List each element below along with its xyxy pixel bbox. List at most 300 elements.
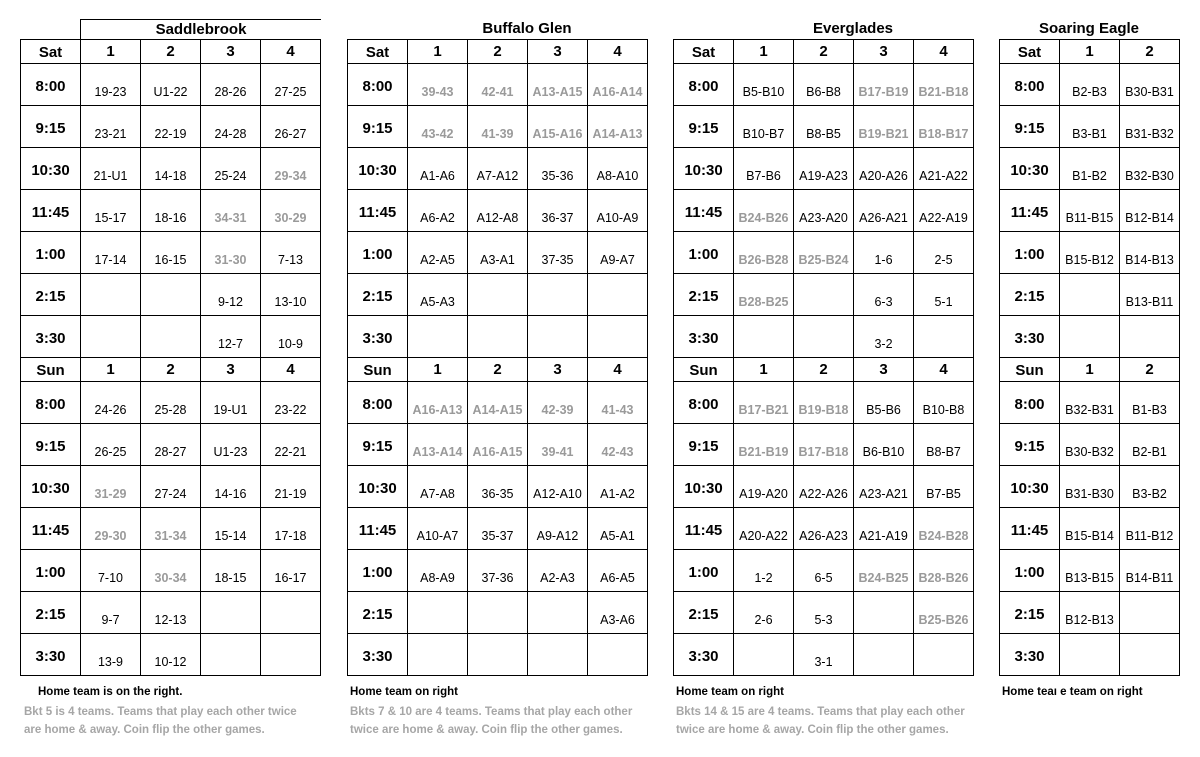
field-number: 1 [81,358,141,382]
time-slot-row [674,592,974,634]
game-cell: B8-B7 [914,424,974,466]
time-slot-row [1000,634,1180,676]
game-cell: A23-A21 [854,466,914,508]
game-cell: 7-13 [261,232,321,274]
time-label: 2:15 [674,592,734,634]
time-slot-row [674,508,974,550]
time-slot-row [1000,466,1180,508]
time-slot-row [1000,190,1180,232]
game-cell: A7-A8 [408,466,468,508]
game-cell: B31-B30 [1060,466,1120,508]
game-cell: 3-1 [794,634,854,676]
day-label: Sat [348,40,408,64]
field-number: 3 [201,40,261,64]
game-cell: B5-B6 [854,382,914,424]
game-cell [588,316,648,358]
game-cell: A20-A22 [734,508,794,550]
game-cell: A9-A7 [588,232,648,274]
time-slot-row [674,316,974,358]
game-cell: 25-24 [201,148,261,190]
time-label: 10:30 [1000,148,1060,190]
game-cell [914,316,974,358]
bracket-note: Bkt 5 is 4 teams. Teams that play each other twice are home & away. Coin flip the other games. [24,706,297,736]
game-cell: 14-18 [141,148,201,190]
time-slot-row [21,592,321,634]
time-label: 2:15 [1000,274,1060,316]
game-cell: 28-27 [141,424,201,466]
game-cell: B2-B3 [1060,64,1120,106]
game-cell: B13-B11 [1120,274,1180,316]
game-cell [408,592,468,634]
day-label: Sun [1000,358,1060,382]
game-cell: A3-A6 [588,592,648,634]
day-header-row [1000,358,1180,382]
game-cell: 25-28 [141,382,201,424]
game-cell: 1-2 [734,550,794,592]
game-cell: B8-B5 [794,106,854,148]
game-cell: A8-A10 [588,148,648,190]
game-cell: B21-B18 [914,64,974,106]
game-cell: B30-B31 [1120,64,1180,106]
game-cell [528,634,588,676]
time-label: 8:00 [348,382,408,424]
schedule-table [673,39,974,676]
time-slot-row [348,634,648,676]
day-label: Sun [348,358,408,382]
game-cell: 10-9 [261,316,321,358]
day-label: Sun [674,358,734,382]
day-header-row [21,40,321,64]
game-cell: 31-30 [201,232,261,274]
game-cell: A6-A2 [408,190,468,232]
field-number: 1 [734,358,794,382]
field-number: 3 [528,358,588,382]
game-cell: 41-39 [468,106,528,148]
game-cell: 24-26 [81,382,141,424]
time-slot-row [1000,508,1180,550]
time-slot-row [1000,106,1180,148]
game-cell: A2-A5 [408,232,468,274]
time-slot-row [674,382,974,424]
field-number: 4 [261,40,321,64]
game-cell: B3-B1 [1060,106,1120,148]
game-cell: A12-A8 [468,190,528,232]
game-cell: B26-B28 [734,232,794,274]
game-cell: B24-B25 [854,550,914,592]
time-slot-row [1000,148,1180,190]
game-cell: A19-A20 [734,466,794,508]
game-cell: A22-A19 [914,190,974,232]
field-number: 4 [588,40,648,64]
time-slot-row [1000,232,1180,274]
field-number: 2 [468,40,528,64]
game-cell: A15-A16 [528,106,588,148]
game-cell: 39-43 [408,64,468,106]
game-cell: B1-B3 [1120,382,1180,424]
game-cell: 12-7 [201,316,261,358]
game-cell: 15-17 [81,190,141,232]
game-cell: 7-10 [81,550,141,592]
game-cell [261,592,321,634]
game-cell: A21-A22 [914,148,974,190]
field-number: 4 [914,40,974,64]
game-cell: 5-3 [794,592,854,634]
time-label: 3:30 [348,634,408,676]
game-cell: A26-A21 [854,190,914,232]
time-slot-row [348,64,648,106]
game-cell [528,592,588,634]
time-slot-row [674,550,974,592]
game-cell: 34-31 [201,190,261,232]
game-cell: B28-B25 [734,274,794,316]
game-cell: A16-A15 [468,424,528,466]
time-slot-row [21,106,321,148]
game-cell [528,274,588,316]
game-cell [588,274,648,316]
time-slot-row [1000,382,1180,424]
time-label: 1:00 [348,232,408,274]
time-slot-row [348,232,648,274]
time-label: 11:45 [674,190,734,232]
game-cell: U1-22 [141,64,201,106]
game-cell: B15-B12 [1060,232,1120,274]
game-cell [141,316,201,358]
game-cell [734,316,794,358]
time-label: 2:15 [348,274,408,316]
game-cell: 2-6 [734,592,794,634]
game-cell [734,634,794,676]
game-cell: 29-34 [261,148,321,190]
game-cell: B12-B14 [1120,190,1180,232]
game-cell: B31-B32 [1120,106,1180,148]
game-cell: B7-B5 [914,466,974,508]
time-slot-row [348,148,648,190]
game-cell: B30-B32 [1060,424,1120,466]
game-cell: 16-17 [261,550,321,592]
game-cell: 13-10 [261,274,321,316]
time-slot-row [674,424,974,466]
game-cell [408,634,468,676]
time-slot-row [1000,274,1180,316]
time-slot-row [348,508,648,550]
field-number: 3 [854,40,914,64]
time-label: 2:15 [348,592,408,634]
day-header-row [674,358,974,382]
time-label: 10:30 [1000,466,1060,508]
game-cell: A22-A26 [794,466,854,508]
time-label: 1:00 [674,232,734,274]
game-cell: 9-12 [201,274,261,316]
time-slot-row [1000,424,1180,466]
game-cell: 23-21 [81,106,141,148]
game-cell [854,592,914,634]
time-slot-row [21,382,321,424]
game-cell: B24-B28 [914,508,974,550]
game-cell: A10-A9 [588,190,648,232]
field-number: 2 [141,40,201,64]
time-slot-row [21,508,321,550]
field-number: 1 [81,40,141,64]
game-cell: 36-37 [528,190,588,232]
game-cell [141,274,201,316]
game-cell: U1-23 [201,424,261,466]
field-number: 1 [1060,40,1120,64]
game-cell: 42-39 [528,382,588,424]
venue-title: Soaring Eagle [1038,20,1140,37]
venue-title: Saddlebrook [80,19,321,40]
time-label: 1:00 [1000,232,1060,274]
game-cell: 27-25 [261,64,321,106]
game-cell: B25-B24 [794,232,854,274]
game-cell: 36-35 [468,466,528,508]
field-number: 1 [734,40,794,64]
game-cell: A12-A10 [528,466,588,508]
game-cell: B6-B8 [794,64,854,106]
game-cell [1120,316,1180,358]
time-label: 9:15 [21,424,81,466]
day-label: Sat [21,40,81,64]
field-number: 3 [854,358,914,382]
time-slot-row [674,274,974,316]
time-label: 10:30 [674,148,734,190]
time-label: 3:30 [1000,634,1060,676]
time-slot-row [21,190,321,232]
time-label: 11:45 [21,508,81,550]
time-label: 3:30 [674,634,734,676]
time-slot-row [21,148,321,190]
game-cell: A2-A3 [528,550,588,592]
game-cell: 41-43 [588,382,648,424]
game-cell [81,274,141,316]
time-label: 9:15 [1000,106,1060,148]
game-cell: B17-B19 [854,64,914,106]
game-cell: B5-B10 [734,64,794,106]
game-cell: 9-7 [81,592,141,634]
game-cell: 6-5 [794,550,854,592]
time-label: 10:30 [348,466,408,508]
game-cell: 10-12 [141,634,201,676]
game-cell: A8-A9 [408,550,468,592]
game-cell: B32-B31 [1060,382,1120,424]
day-label: Sat [1000,40,1060,64]
game-cell: 22-21 [261,424,321,466]
game-cell [468,634,528,676]
time-slot-row [674,232,974,274]
time-slot-row [674,148,974,190]
time-label: 9:15 [674,106,734,148]
game-cell: B24-B26 [734,190,794,232]
game-cell: 35-37 [468,508,528,550]
game-cell: 30-29 [261,190,321,232]
game-cell [468,274,528,316]
field-number: 3 [528,40,588,64]
game-cell: A20-A26 [854,148,914,190]
day-header-row [674,40,974,64]
time-label: 3:30 [348,316,408,358]
game-cell: B10-B8 [914,382,974,424]
game-cell: A14-A13 [588,106,648,148]
game-cell: B25-B26 [914,592,974,634]
field-number: 2 [1120,358,1180,382]
game-cell [914,634,974,676]
game-cell: B18-B17 [914,106,974,148]
time-slot-row [674,190,974,232]
game-cell: B19-B21 [854,106,914,148]
time-label: 11:45 [348,508,408,550]
venue-title: Everglades [812,20,894,37]
day-label: Sat [674,40,734,64]
game-cell: A9-A12 [528,508,588,550]
time-slot-row [348,190,648,232]
game-cell: 17-14 [81,232,141,274]
game-cell [468,592,528,634]
schedule-table [999,39,1180,676]
time-label: 2:15 [674,274,734,316]
time-label: 3:30 [674,316,734,358]
time-slot-row [674,106,974,148]
time-label: 10:30 [21,148,81,190]
game-cell: A16-A14 [588,64,648,106]
game-cell: 24-28 [201,106,261,148]
game-cell [1120,634,1180,676]
game-cell: 21-19 [261,466,321,508]
game-cell: 17-18 [261,508,321,550]
time-slot-row [1000,550,1180,592]
game-cell: B13-B15 [1060,550,1120,592]
game-cell: 42-43 [588,424,648,466]
game-cell: B19-B18 [794,382,854,424]
game-cell: 30-34 [141,550,201,592]
game-cell: 31-29 [81,466,141,508]
time-label: 11:45 [1000,190,1060,232]
time-label: 1:00 [674,550,734,592]
day-header-row [348,358,648,382]
game-cell: B11-B15 [1060,190,1120,232]
home-team-note: Home teaı e team on right [1002,686,1143,698]
time-label: 2:15 [21,274,81,316]
game-cell: A26-A23 [794,508,854,550]
time-slot-row [1000,64,1180,106]
game-cell: B14-B11 [1120,550,1180,592]
schedule-table [20,39,321,676]
game-cell: B17-B21 [734,382,794,424]
game-cell [1060,316,1120,358]
time-label: 8:00 [348,64,408,106]
game-cell: A5-A3 [408,274,468,316]
time-label: 3:30 [21,634,81,676]
game-cell: 23-22 [261,382,321,424]
bracket-note: Bkts 14 & 15 are 4 teams. Teams that play each other twice are home & away. Coin flip the other games. [676,706,965,736]
game-cell: 29-30 [81,508,141,550]
game-cell: 43-42 [408,106,468,148]
time-label: 10:30 [674,466,734,508]
game-cell: B14-B13 [1120,232,1180,274]
game-cell [1060,274,1120,316]
time-slot-row [348,316,648,358]
time-label: 1:00 [21,550,81,592]
time-slot-row [348,274,648,316]
schedule-table [347,39,648,676]
field-number: 2 [794,358,854,382]
game-cell: 18-15 [201,550,261,592]
time-slot-row [21,424,321,466]
time-slot-row [21,64,321,106]
field-number: 2 [794,40,854,64]
game-cell: A16-A13 [408,382,468,424]
game-cell: B3-B2 [1120,466,1180,508]
time-slot-row [21,232,321,274]
game-cell: B2-B1 [1120,424,1180,466]
game-cell: A13-A15 [528,64,588,106]
time-label: 1:00 [1000,550,1060,592]
time-label: 3:30 [1000,316,1060,358]
time-slot-row [674,64,974,106]
game-cell [468,316,528,358]
game-cell: B15-B14 [1060,508,1120,550]
game-cell: 14-16 [201,466,261,508]
game-cell: 19-23 [81,64,141,106]
game-cell: 5-1 [914,274,974,316]
game-cell: A13-A14 [408,424,468,466]
time-label: 2:15 [1000,592,1060,634]
time-label: 9:15 [348,106,408,148]
game-cell: 22-19 [141,106,201,148]
game-cell: B32-B30 [1120,148,1180,190]
game-cell: 16-15 [141,232,201,274]
time-slot-row [21,634,321,676]
game-cell: 26-27 [261,106,321,148]
game-cell: 39-41 [528,424,588,466]
game-cell: 42-41 [468,64,528,106]
game-cell: 37-36 [468,550,528,592]
game-cell: A19-A23 [794,148,854,190]
game-cell: A1-A2 [588,466,648,508]
home-team-note: Home team is on the right. [38,686,183,698]
time-label: 11:45 [1000,508,1060,550]
game-cell: B6-B10 [854,424,914,466]
game-cell: A7-A12 [468,148,528,190]
time-label: 3:30 [21,316,81,358]
game-cell [1060,634,1120,676]
game-cell: A23-A20 [794,190,854,232]
field-number: 1 [1060,358,1120,382]
time-slot-row [21,550,321,592]
game-cell [588,634,648,676]
time-label: 11:45 [348,190,408,232]
time-slot-row [348,106,648,148]
game-cell [854,634,914,676]
time-label: 9:15 [1000,424,1060,466]
game-cell [794,274,854,316]
game-cell [201,592,261,634]
game-cell: A21-A19 [854,508,914,550]
field-number: 1 [408,40,468,64]
game-cell: 15-14 [201,508,261,550]
game-cell [261,634,321,676]
home-team-note: Home team on right [676,686,784,698]
day-header-row [1000,40,1180,64]
time-slot-row [348,466,648,508]
game-cell: 1-6 [854,232,914,274]
time-label: 8:00 [1000,382,1060,424]
game-cell: 2-5 [914,232,974,274]
time-slot-row [1000,316,1180,358]
game-cell [408,316,468,358]
game-cell: A6-A5 [588,550,648,592]
day-header-row [21,358,321,382]
game-cell: 31-34 [141,508,201,550]
time-label: 8:00 [674,382,734,424]
